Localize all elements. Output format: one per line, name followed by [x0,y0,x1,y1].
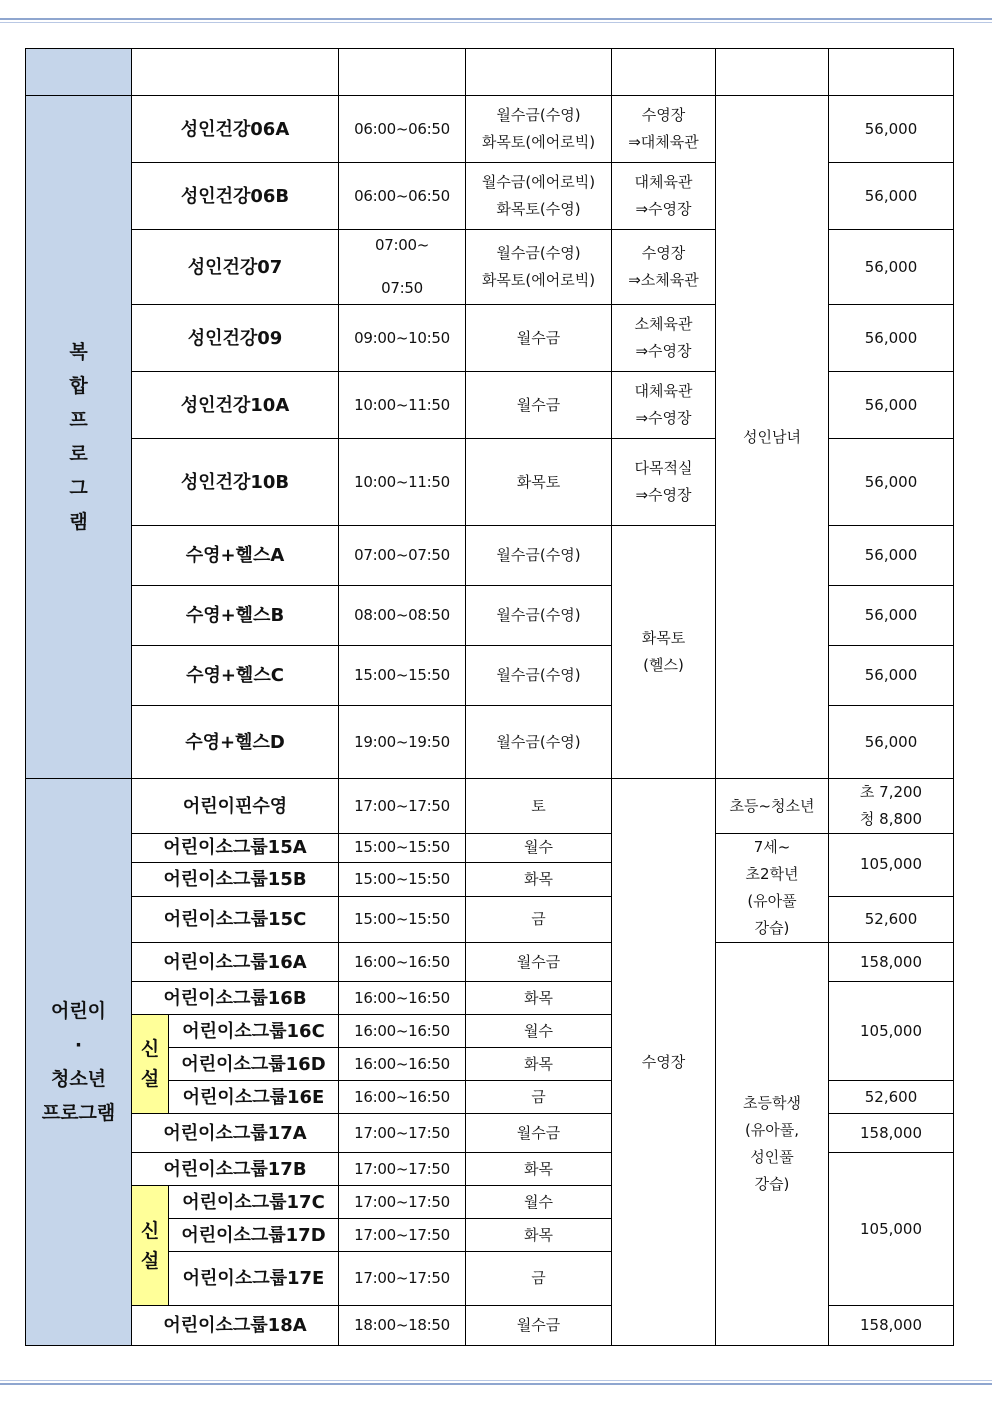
table-row [26,96,954,163]
target-small15: 7세~ 초2학년 (유아풀 강습) [716,834,829,943]
program-time: 17:00~17:50 [339,1153,466,1186]
program-time: 16:00~16:50 [339,982,466,1015]
program-name: 어린이소그룹15C [132,896,339,942]
program-days: 화목 [466,982,612,1015]
program-name: 어린이소그룹16A [132,943,339,982]
program-days: 월수금(에어로빅) 화목토(수영) [466,163,612,230]
program-time: 16:00~16:50 [339,1048,466,1081]
program-name: 수영+헬스C [132,646,339,706]
program-days: 월수금 [466,1306,612,1346]
program-place: 다목적실 ⇒수영장 [612,439,716,526]
category-youth: 어린이 · 청소년 프로그램 [26,779,132,1346]
program-price: 105,000 [829,834,954,897]
program-name: 어린이소그룹17A [132,1114,339,1153]
program-days: 월수금(수영) [466,706,612,779]
program-name: 수영+헬스A [132,526,339,586]
program-schedule-table [25,48,954,1346]
page-border-top [0,18,992,20]
program-time: 09:00~10:50 [339,305,466,372]
program-name: 어린이소그룹15A [132,834,339,863]
program-name: 어린이소그룹17B [132,1153,339,1186]
program-price: 56,000 [829,526,954,586]
program-days: 월수 [466,1015,612,1048]
program-time: 15:00~15:50 [339,896,466,942]
program-time: 19:00~19:50 [339,706,466,779]
program-price: 56,000 [829,439,954,526]
program-name: 수영+헬스B [132,586,339,646]
table-row [26,943,954,982]
program-time: 06:00~06:50 [339,163,466,230]
program-days: 월수금 [466,372,612,439]
program-place: 대체육관 ⇒수영장 [612,372,716,439]
program-name: 어린이소그룹17C [169,1186,339,1219]
program-days: 화목토 [466,439,612,526]
header-time-cell [339,49,466,96]
page-border-bottom [0,1383,992,1385]
program-price: 56,000 [829,646,954,706]
program-time: 17:00~17:50 [339,1219,466,1252]
program-name: 어린이소그룹16C [169,1015,339,1048]
target-fin: 초등~청소년 [716,779,829,834]
program-price: 52,600 [829,1081,954,1114]
program-price: 158,000 [829,1114,954,1153]
program-time: 16:00~16:50 [339,1081,466,1114]
program-days: 월수금 [466,943,612,982]
program-time: 06:00~06:50 [339,96,466,163]
program-place: 소체육관 ⇒수영장 [612,305,716,372]
program-name: 성인건강10B [132,439,339,526]
program-days: 화목 [466,1219,612,1252]
program-price: 초 7,200 청 8,800 [829,779,954,834]
program-place: 대체육관 ⇒수영장 [612,163,716,230]
program-time: 17:00~17:50 [339,1186,466,1219]
program-days: 월수금(수영) [466,526,612,586]
program-name: 성인건강10A [132,372,339,439]
program-days: 금 [466,896,612,942]
program-name: 어린이소그룹15B [132,862,339,896]
program-price: 52,600 [829,896,954,942]
program-days: 월수금 [466,305,612,372]
program-place: 수영장 ⇒대체육관 [612,96,716,163]
program-time: 08:00~08:50 [339,586,466,646]
program-time: 17:00~17:50 [339,1252,466,1306]
program-name: 수영+헬스D [132,706,339,779]
program-days: 화목 [466,1153,612,1186]
page-border-bottom-inner [0,1380,992,1381]
place-pool: 수영장 [612,779,716,1346]
program-time: 15:00~15:50 [339,646,466,706]
program-name: 어린이소그룹16B [132,982,339,1015]
table-row [26,779,954,834]
program-name: 어린이소그룹16D [169,1048,339,1081]
program-time: 16:00~16:50 [339,1015,466,1048]
program-price: 105,000 [829,1153,954,1306]
category-complex: 복 합 프 로 그 램 [26,96,132,779]
program-name: 어린이소그룹17E [169,1252,339,1306]
program-days: 토 [466,779,612,834]
program-name: 성인건강06B [132,163,339,230]
program-days: 월수금 [466,1114,612,1153]
program-place: 수영장 ⇒소체육관 [612,230,716,305]
header-price-cell [829,49,954,96]
program-time: 10:00~11:50 [339,372,466,439]
program-days: 월수금(수영) [466,586,612,646]
program-days: 화목 [466,1048,612,1081]
target-adults: 성인남녀 [716,96,829,779]
header-row [26,49,954,96]
target-elementary: 초등학생 (유아풀, 성인풀 강습) [716,943,829,1346]
program-time: 16:00~16:50 [339,943,466,982]
program-time: 15:00~15:50 [339,834,466,863]
place-health: 화목토 (헬스) [612,526,716,779]
program-days: 월수금(수영) 화목토(에어로빅) [466,96,612,163]
program-time: 07:00~07:50 [339,526,466,586]
program-time: 17:00~17:50 [339,1114,466,1153]
program-time-end: 07:50 [381,279,423,297]
program-price: 56,000 [829,96,954,163]
program-days: 월수 [466,834,612,863]
program-days: 금 [466,1081,612,1114]
program-name: 어린이소그룹17D [169,1219,339,1252]
program-name: 어린이소그룹16E [169,1081,339,1114]
header-name-cell [132,49,339,96]
program-name: 성인건강07 [132,230,339,305]
table-row [26,834,954,863]
header-place-cell [612,49,716,96]
header-target-cell [716,49,829,96]
program-price: 105,000 [829,982,954,1081]
program-days: 월수금(수영) 화목토(에어로빅) [466,230,612,305]
program-name: 성인건강09 [132,305,339,372]
page-border-top-inner [0,22,992,23]
header-days-cell [466,49,612,96]
program-name: 어린이소그룹18A [132,1306,339,1346]
program-time-start: 07:00~ [375,236,429,254]
program-name: 어린이핀수영 [132,779,339,834]
program-days: 월수금(수영) [466,646,612,706]
new-badge: 신 설 [132,1015,169,1114]
program-time: 15:00~15:50 [339,862,466,896]
program-days: 월수 [466,1186,612,1219]
program-price: 56,000 [829,230,954,305]
program-price: 158,000 [829,1306,954,1346]
program-price: 158,000 [829,943,954,982]
program-days: 금 [466,1252,612,1306]
program-price: 56,000 [829,372,954,439]
program-price: 56,000 [829,163,954,230]
program-time: 18:00~18:50 [339,1306,466,1346]
program-name: 성인건강06A [132,96,339,163]
program-price: 56,000 [829,586,954,646]
program-time: 10:00~11:50 [339,439,466,526]
program-price: 56,000 [829,305,954,372]
header-category-cell [26,49,132,96]
program-price: 56,000 [829,706,954,779]
new-badge: 신 설 [132,1186,169,1306]
program-time: 17:00~17:50 [339,779,466,834]
program-time [339,230,466,305]
program-days: 화목 [466,862,612,896]
